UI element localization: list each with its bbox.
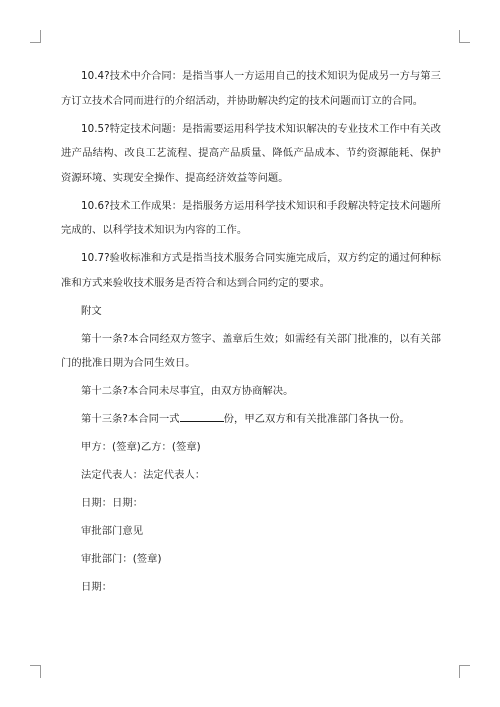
article-13 — [61, 407, 441, 432]
paragraph-10-5: 10.5?特定技术问题：是指需要运用科学技术知识解决的专业技术工作中有关改进产品结构、改良工艺流程、提高产品质量、降低产品成本、节约资源能耗、保护资源环境、实现安全操作、提高经济效益等问题。 — [61, 122, 441, 184]
legal-representatives: 法定代表人：法定代表人： — [81, 469, 206, 481]
article-13-text-before: 第十三条?本合同一式 — [81, 413, 180, 425]
signature-dates: 日期：日期： — [81, 497, 144, 509]
document-body — [61, 64, 441, 603]
appendix-heading: 附文 — [81, 304, 102, 317]
paragraph-10-4: 10.4?技术中介合同：是指当事人一方运用自己的技术知识为促成另一方与第三方订立技术合同而进行的介绍活动，并协助解决约定的技术问题而订立的合同。 — [61, 70, 441, 107]
crop-mark-top-right — [459, 30, 470, 43]
crop-mark-bottom-right — [459, 665, 470, 678]
copies-blank-line — [180, 410, 224, 422]
paragraph-10-7: 10.7?验收标准和方式是指当技术服务合同实施完成后，双方约定的通过何种标准和方式来验收技术服务是否符合和达到合同约定的要求。 — [61, 252, 441, 289]
article-11: 第十一条?本合同经双方签字、盖章后生效；如需经有关部门批准的，以有关部门的批准日期为合同生效日。 — [61, 332, 441, 369]
approval-date: 日期： — [81, 581, 113, 593]
article-12: 第十二条?本合同未尽事宜，由双方协商解决。 — [81, 385, 294, 397]
signature-parties: 甲方：(签章)乙方：(签章) — [81, 441, 201, 453]
crop-mark-top-left — [30, 30, 41, 43]
paragraph-10-6: 10.6?技术工作成果：是指服务方运用科学技术知识和手段解决特定技术问题所完成的、以科学技术知识为内容的工作。 — [61, 199, 441, 236]
crop-mark-bottom-left — [30, 665, 41, 678]
approval-opinion: 审批部门意见 — [81, 525, 144, 537]
approval-department: 审批部门：(签章) — [81, 553, 162, 565]
article-13-text-after: 份，甲乙双方和有关批准部门各执一份。 — [223, 413, 410, 425]
